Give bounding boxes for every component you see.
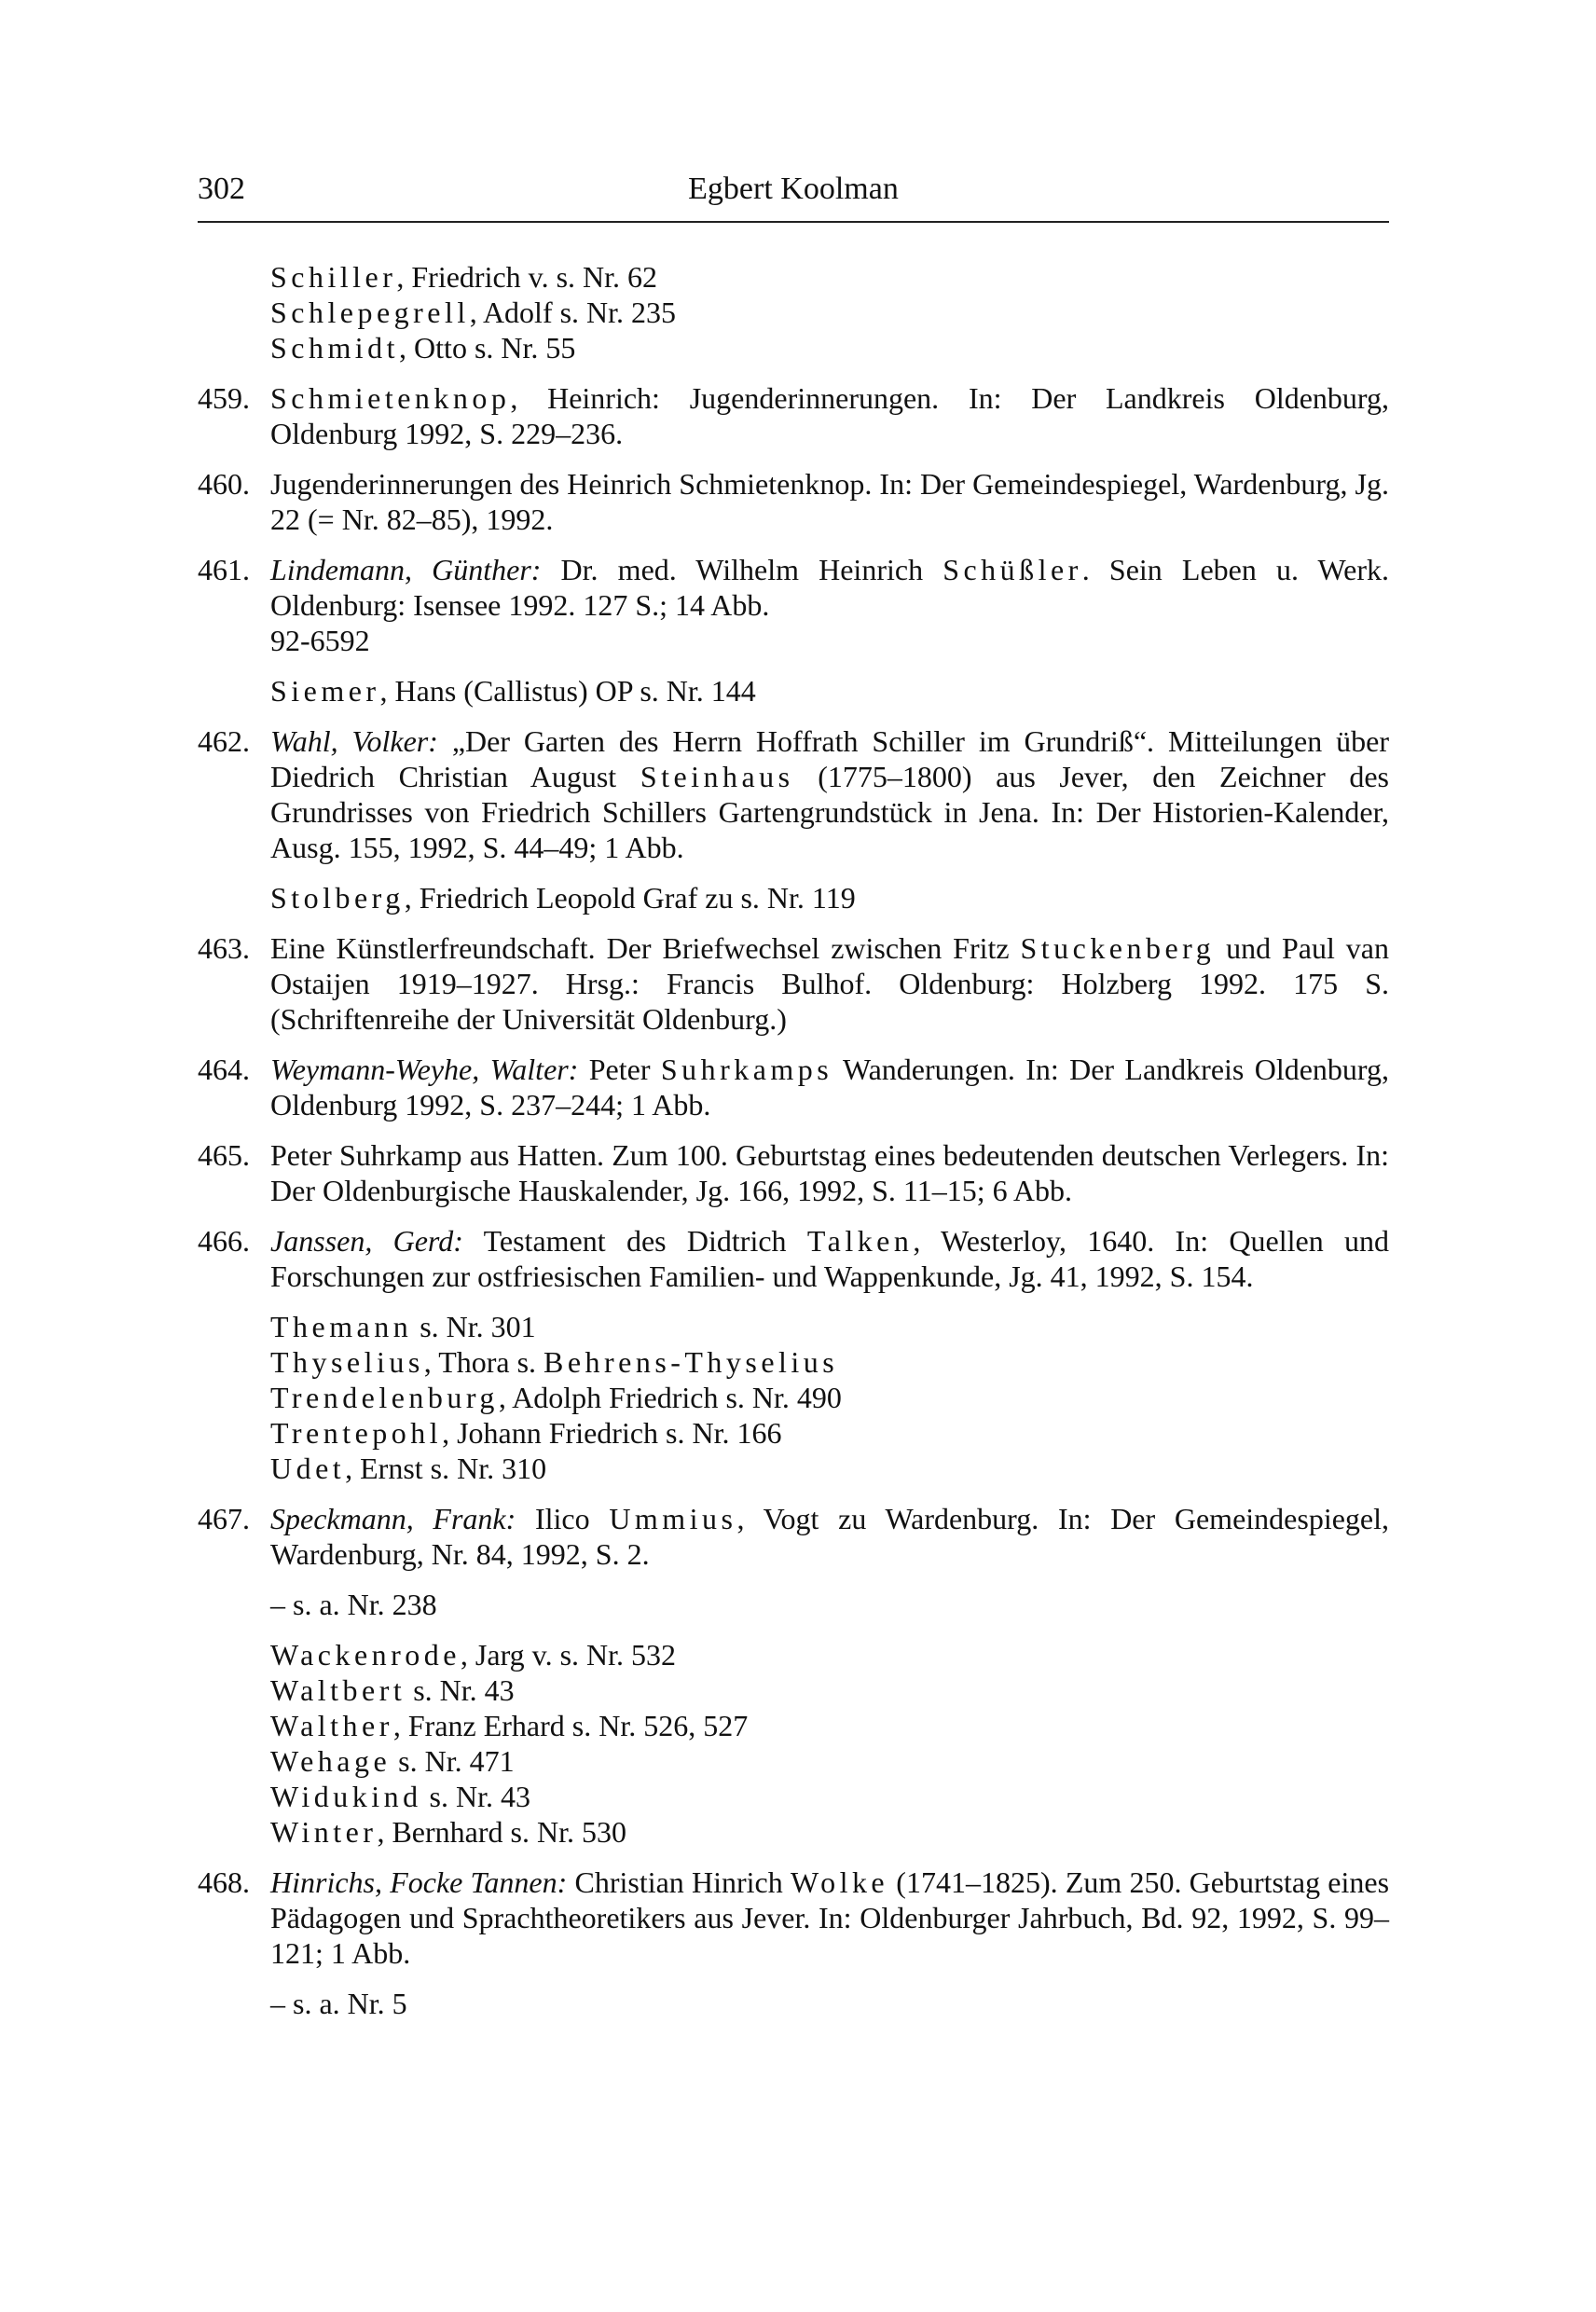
block-gap <box>198 365 1389 380</box>
xref-text: , Johann Friedrich s. Nr. 166 <box>442 1416 782 1450</box>
cross-reference <box>198 1415 1389 1451</box>
block-gap <box>198 1850 1389 1865</box>
cross-reference <box>198 1380 1389 1415</box>
entry-text: Peter Suhrkamp aus Hatten. Zum 100. Geburtstag eines bedeutenden deutschen Verlegers. In: Der Oldenburgische Hauskalender, Jg. 166, 1992, S. 11–15; 6 Abb. <box>270 1138 1389 1207</box>
bib-entry <box>198 930 1389 1037</box>
xref-name: Udet <box>270 1452 346 1485</box>
xref-name: Widukind <box>270 1780 422 1813</box>
xref-text: , Franz Erhard s. Nr. 526, 527 <box>392 1709 749 1742</box>
author-name: Janssen, Gerd: <box>270 1224 463 1258</box>
catalog-number: 92-6592 <box>270 624 370 657</box>
xref-text: , Friedrich Leopold Graf zu s. Nr. 119 <box>404 881 856 915</box>
block-gap <box>198 537 1389 552</box>
entry-number: 463. <box>198 931 250 965</box>
xref-text: s. Nr. 43 <box>406 1673 515 1707</box>
xref-text: , Otto s. Nr. 55 <box>399 331 576 365</box>
xref-text: , Adolf s. Nr. 235 <box>469 296 677 329</box>
entry-number: 468. <box>198 1865 250 1899</box>
spaced-name: Schmietenknop <box>270 381 511 415</box>
entry-number: 459. <box>198 381 250 415</box>
entry-text: Testament des Didtrich <box>462 1224 807 1258</box>
xref-text: , Bernhard s. Nr. 530 <box>377 1815 626 1849</box>
block-gap <box>198 1971 1389 1986</box>
author-name: Lindemann, Günther: <box>270 553 542 586</box>
entry-text: , Westerloy, 1640. In: Quellen und Forschungen zur ostfriesischen Familien- und Wappenkunde, Jg. 41, 1992, S. 154. <box>270 1224 1390 1293</box>
xref-text: , Thora s. <box>423 1345 544 1379</box>
xref-name: Wehage <box>270 1744 392 1778</box>
cross-reference <box>198 1451 1389 1486</box>
cross-reference <box>198 1986 1389 2021</box>
bib-entry <box>198 466 1389 537</box>
entry-text: Wanderungen. In: Der Landkreis Oldenburg, Oldenburg 1992, S. 237–244; 1 Abb. <box>270 1053 1390 1122</box>
bib-entry <box>198 1865 1389 1971</box>
xref-name: Trendelenburg <box>270 1381 499 1414</box>
bib-entry <box>198 1501 1389 1572</box>
entry-number: 462. <box>198 724 250 758</box>
entry-number: 461. <box>198 553 250 586</box>
block-gap <box>198 1037 1389 1052</box>
cross-reference <box>198 1309 1389 1344</box>
xref-name: Waltbert <box>270 1673 406 1707</box>
spaced-name: Wolke <box>790 1865 889 1899</box>
xref-text: – s. a. Nr. 5 <box>270 1987 407 2020</box>
entry-text: , Vogt zu Wardenburg. In: Der Gemeindespiegel, Wardenburg, Nr. 84, 1992, S. 2. <box>270 1502 1390 1571</box>
xref-name: Siemer <box>270 674 380 708</box>
entry-text: Eine Künstlerfreundschaft. Der Briefwechsel zwischen Fritz <box>270 931 1021 965</box>
xref-name: Themann <box>270 1310 413 1343</box>
entry-text: „Der Garten des Herrn Hoffrath Schiller im Grundriß“. Mitteilungen über Diedrich Christian August <box>270 724 1390 793</box>
running-title: Egbert Koolman <box>688 172 899 206</box>
bibliography-list <box>198 259 1389 2021</box>
block-gap <box>198 451 1389 466</box>
xref-text: , Jarg v. s. Nr. 532 <box>460 1638 677 1672</box>
spaced-name: Suhrkamps <box>660 1053 833 1086</box>
block-gap <box>198 865 1389 880</box>
cross-reference <box>198 1708 1389 1743</box>
xref-text: s. Nr. 301 <box>412 1310 536 1343</box>
block-gap <box>198 1486 1389 1501</box>
bib-entry <box>198 1052 1389 1122</box>
entry-number: 464. <box>198 1053 250 1086</box>
entry-number: 465. <box>198 1138 250 1172</box>
entry-text: (1775–1800) aus Jever, den Zeichner des Grundrisses von Friedrich Schillers Gartengrundstück in Jena. In: Der Historien-Kalender, Ausg. 155, 1992, S. 44–49; 1 Abb. <box>270 760 1390 864</box>
xref-text: – s. a. Nr. 238 <box>270 1588 437 1621</box>
entry-text: , Heinrich: Jugenderinnerungen. In: Der Landkreis Oldenburg, Oldenburg 1992, S. 229–236. <box>270 381 1389 450</box>
bib-entry <box>198 552 1389 658</box>
spaced-name: Talken <box>806 1224 914 1258</box>
block-gap <box>198 1122 1389 1137</box>
block-gap <box>198 1572 1389 1587</box>
entry-text: Dr. med. Wilhelm Heinrich <box>541 553 943 586</box>
cross-reference <box>198 295 1389 330</box>
cross-reference <box>198 1814 1389 1850</box>
xref-text: , Adolph Friedrich s. Nr. 490 <box>498 1381 842 1414</box>
xref-name: Thyselius <box>270 1345 424 1379</box>
author-name: Speckmann, Frank: <box>270 1502 516 1535</box>
cross-reference <box>198 330 1389 365</box>
entry-number: 466. <box>198 1224 250 1258</box>
xref-text: , Ernst s. Nr. 310 <box>345 1452 547 1485</box>
xref-text: s. Nr. 43 <box>421 1780 530 1813</box>
xref-name: Winter <box>270 1815 378 1849</box>
spaced-name: Ummius <box>609 1502 737 1535</box>
block-gap <box>198 1208 1389 1223</box>
cross-reference <box>198 1637 1389 1672</box>
page-number: 302 <box>198 172 245 206</box>
cross-reference <box>198 1672 1389 1708</box>
cross-reference <box>198 673 1389 709</box>
cross-reference <box>198 1743 1389 1779</box>
cross-reference <box>198 259 1389 295</box>
entry-text: und Paul van Ostaijen 1919–1927. Hrsg.: Francis Bulhof. Oldenburg: Holzberg 1992. 175 S. (Schriftenreihe der Universität Oldenburg.) <box>270 931 1390 1036</box>
cross-reference <box>198 1587 1389 1622</box>
xref-name: Walther <box>270 1709 393 1742</box>
xref-name: Schlepegrell <box>270 296 470 329</box>
author-name: Weymann-Weyhe, Walter: <box>270 1053 579 1086</box>
xref-text: s. Nr. 471 <box>391 1744 515 1778</box>
xref-target: Behrens-Thyselius <box>543 1345 839 1379</box>
entry-text: Jugenderinnerungen des Heinrich Schmietenknop. In: Der Gemeindespiegel, Wardenburg, Jg. 22 (= Nr. 82–85), 1992. <box>270 467 1389 536</box>
cross-reference <box>198 1779 1389 1814</box>
running-header <box>198 168 1389 211</box>
cross-reference <box>198 1344 1389 1380</box>
xref-text: , Hans (Callistus) OP s. Nr. 144 <box>379 674 756 708</box>
xref-text: , Friedrich v. s. Nr. 62 <box>396 260 658 294</box>
spaced-name: Stuckenberg <box>1020 931 1216 965</box>
author-name: Wahl, Volker: <box>270 724 438 758</box>
bib-entry <box>198 380 1389 451</box>
entry-text: (1741–1825). Zum 250. Geburtstag eines Pädagogen und Sprachtheoretikers aus Jever. In: Oldenburger Jahrbuch, Bd. 92, 1992, S. 99–121; 1 Abb. <box>270 1865 1390 1970</box>
entry-number: 460. <box>198 467 250 501</box>
entry-text: Ilico <box>516 1502 610 1535</box>
author-name: Hinrichs, Focke Tannen: <box>270 1865 568 1899</box>
header-rule <box>198 221 1389 223</box>
xref-name: Wackenrode <box>270 1638 461 1672</box>
xref-name: Schmidt <box>270 331 400 365</box>
bib-entry <box>198 1137 1389 1208</box>
xref-name: Trentepohl <box>270 1416 443 1450</box>
entry-text: Christian Hinrich <box>567 1865 791 1899</box>
block-gap <box>198 915 1389 930</box>
bib-entry <box>198 723 1389 865</box>
entry-number: 467. <box>198 1502 250 1535</box>
block-gap <box>198 658 1389 673</box>
xref-name: Stolberg <box>270 881 405 915</box>
block-gap <box>198 709 1389 723</box>
bib-entry <box>198 1223 1389 1294</box>
entry-text: Peter <box>578 1053 661 1086</box>
block-gap <box>198 1294 1389 1309</box>
spaced-name: Schüßler <box>942 553 1082 586</box>
entry-text: . Sein Leben u. Werk. Oldenburg: Isensee 1992. 127 S.; 14 Abb. <box>270 553 1390 622</box>
xref-name: Schiller <box>270 260 397 294</box>
block-gap <box>198 1622 1389 1637</box>
spaced-name: Steinhaus <box>640 760 794 793</box>
cross-reference <box>198 880 1389 915</box>
